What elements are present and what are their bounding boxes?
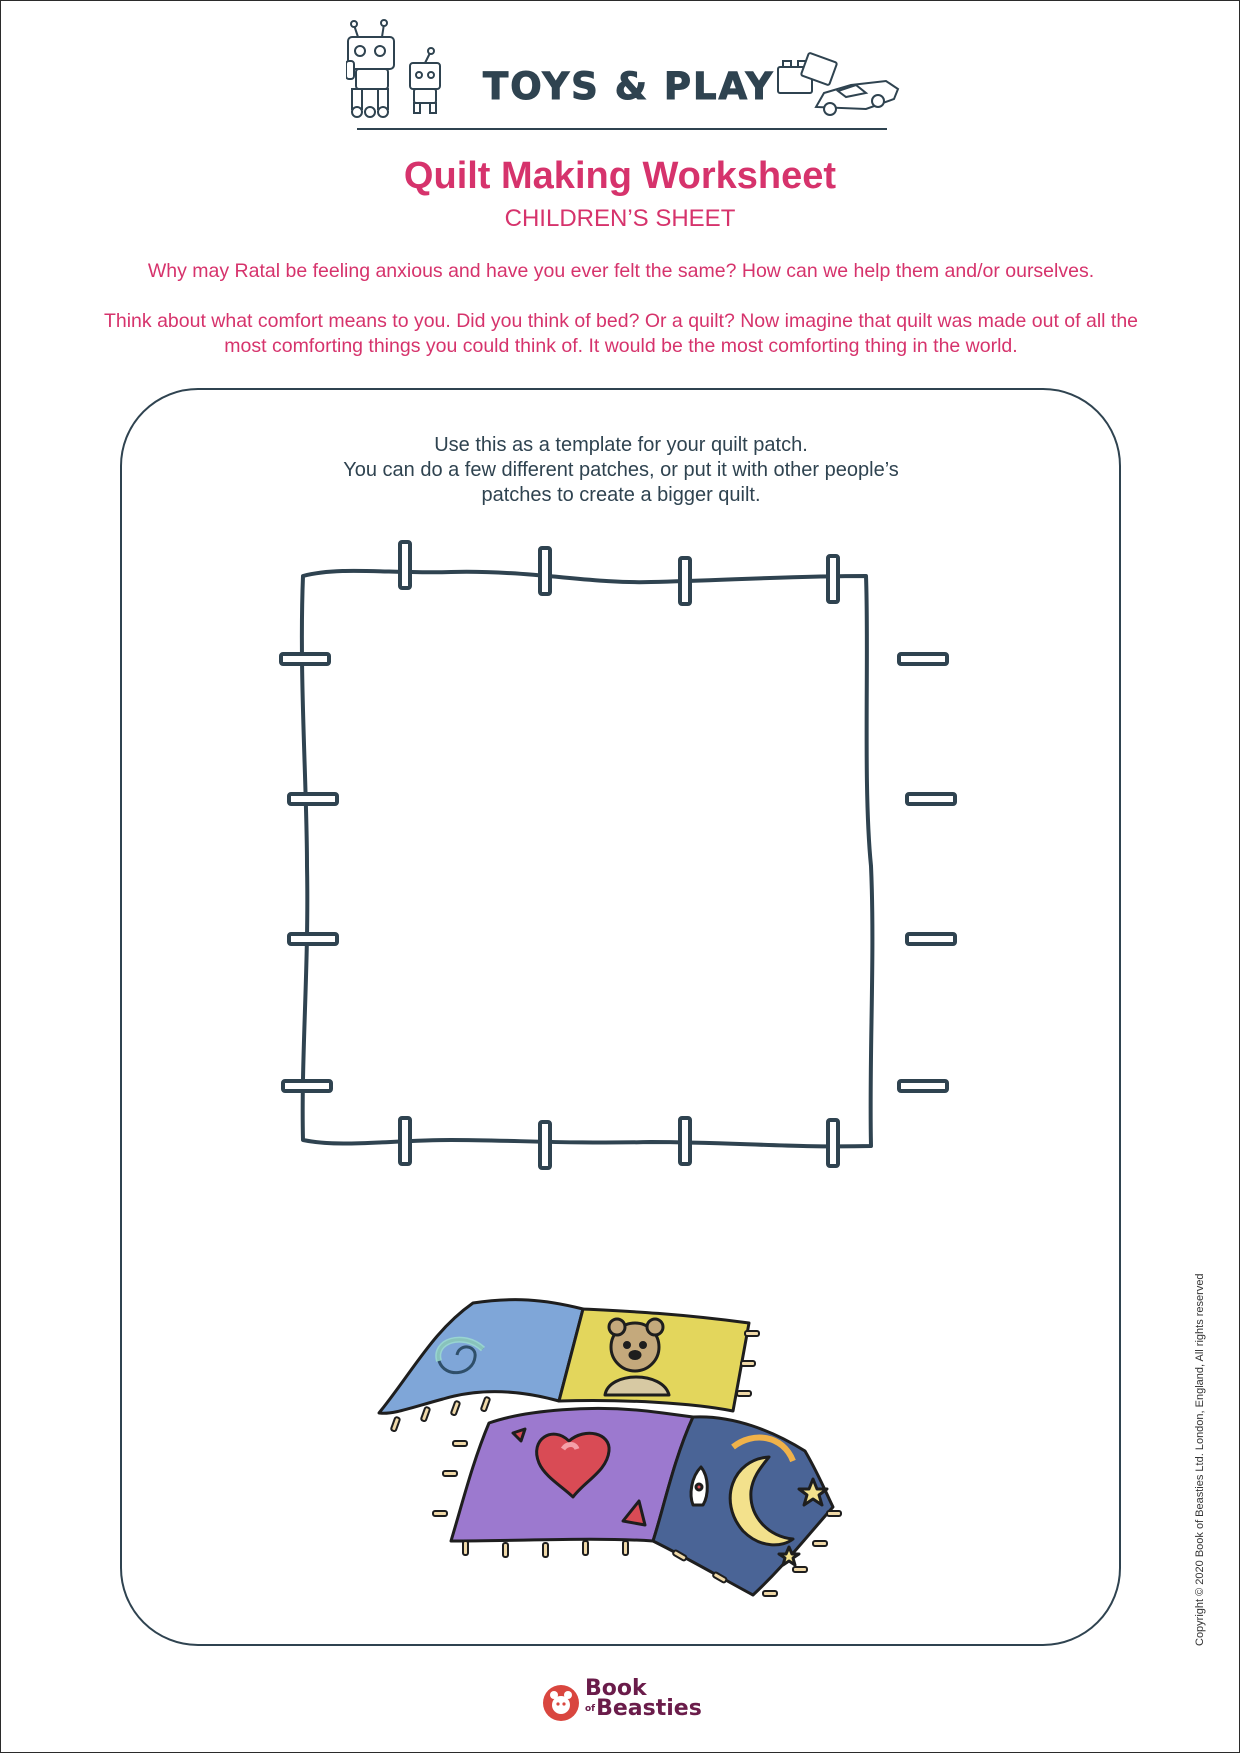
logo-of: of	[585, 1704, 596, 1714]
logo-wordmark	[585, 1676, 725, 1721]
logo-line-beasties	[585, 1696, 725, 1721]
blocks-and-car-icon	[778, 53, 898, 115]
instruction-line: patches to create a bigger quilt.	[481, 484, 761, 506]
worksheet-subtitle: CHILDREN’S SHEET	[504, 205, 736, 232]
patchwork-quilt-icon	[373, 1291, 873, 1621]
logo-beasties: Beasties	[596, 1696, 702, 1721]
instruction-line: Use this as a template for your quilt patch.	[434, 434, 808, 456]
book-of-beasties-logo	[541, 1676, 721, 1727]
book-of-beasties-logo-icon	[541, 1683, 581, 1723]
header-divider	[357, 128, 887, 130]
quilt-patch-template[interactable]	[271, 536, 971, 1236]
instruction-line: You can do a few different patches, or put it with other people’s	[343, 459, 899, 481]
brand-title: TOYS & PLAY	[483, 65, 775, 108]
template-instructions	[261, 433, 981, 508]
copyright-notice: Copyright © 2020 Book of Beasties Ltd. London, England, All rights reserved	[1194, 1273, 1206, 1646]
intro-comfort-text: Think about what comfort means to you. Did you think of bed? Or a quilt? Now imagine that quilt was made out of all the most comforting things you could think of. It would be the most comforting thing in the world.	[103, 310, 1139, 357]
worksheet-title: Quilt Making Worksheet	[403, 155, 837, 197]
logo-line-book: Book	[585, 1676, 647, 1701]
intro-question: Why may Ratal be feeling anxious and have you ever felt the same? How can we help them and/or ourselves.	[147, 260, 1095, 282]
robot-toys-icon	[346, 20, 440, 117]
